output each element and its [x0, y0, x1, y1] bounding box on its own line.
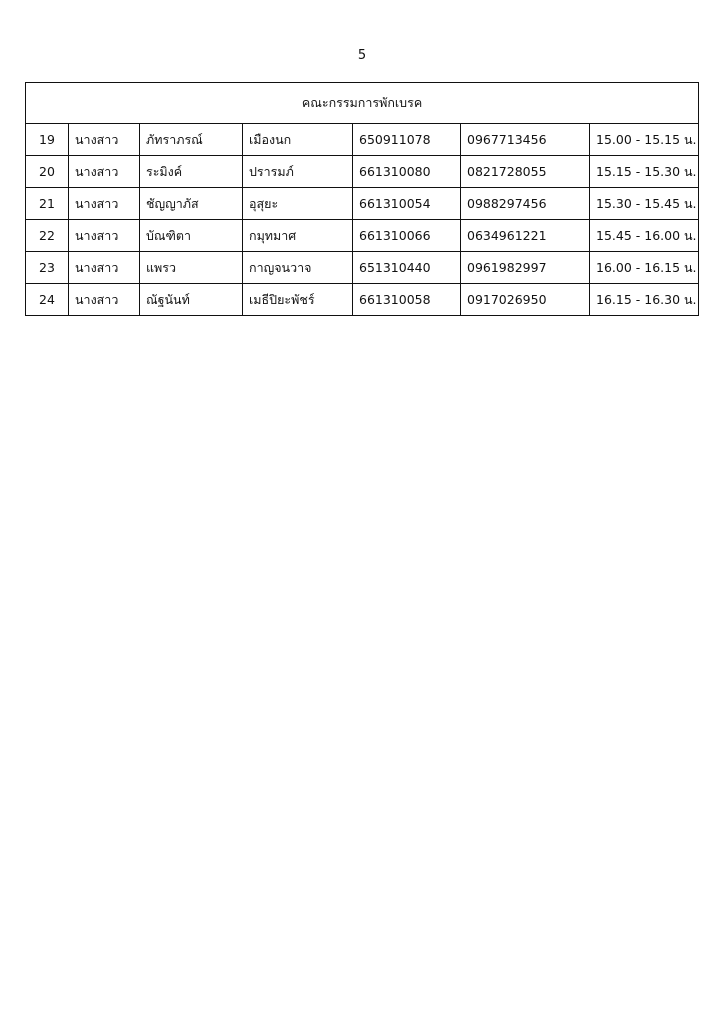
student-id: 661310066	[353, 220, 461, 252]
row-number: 23	[26, 252, 69, 284]
first-name: ชัญญาภัส	[140, 188, 243, 220]
first-name: บัณฑิตา	[140, 220, 243, 252]
row-number: 22	[26, 220, 69, 252]
first-name: ณัฐนันท์	[140, 284, 243, 316]
first-name: ระมิงค์	[140, 156, 243, 188]
name-prefix: นางสาว	[69, 156, 140, 188]
student-id: 661310080	[353, 156, 461, 188]
time-slot: 15.45 - 16.00 น.	[590, 220, 699, 252]
name-prefix: นางสาว	[69, 188, 140, 220]
time-slot: 16.00 - 16.15 น.	[590, 252, 699, 284]
phone-number: 0961982997	[461, 252, 590, 284]
name-prefix: นางสาว	[69, 124, 140, 156]
table-row	[26, 220, 699, 252]
name-prefix: นางสาว	[69, 220, 140, 252]
first-name: แพรว	[140, 252, 243, 284]
phone-number: 0917026950	[461, 284, 590, 316]
row-number: 19	[26, 124, 69, 156]
row-number: 21	[26, 188, 69, 220]
student-id: 661310058	[353, 284, 461, 316]
table-row	[26, 284, 699, 316]
row-number: 20	[26, 156, 69, 188]
phone-number: 0821728055	[461, 156, 590, 188]
last-name: กมุทมาศ	[243, 220, 353, 252]
last-name: กาญจนวาจ	[243, 252, 353, 284]
name-prefix: นางสาว	[69, 284, 140, 316]
table-row	[26, 156, 699, 188]
student-id: 651310440	[353, 252, 461, 284]
table-title-row	[26, 83, 699, 124]
student-id: 661310054	[353, 188, 461, 220]
phone-number: 0967713456	[461, 124, 590, 156]
table-row	[26, 124, 699, 156]
last-name: เมืองนก	[243, 124, 353, 156]
page-number: 5	[357, 48, 367, 63]
time-slot: 16.15 - 16.30 น.	[590, 284, 699, 316]
name-prefix: นางสาว	[69, 252, 140, 284]
break-committee-table	[25, 82, 699, 316]
phone-number: 0634961221	[461, 220, 590, 252]
table-row	[26, 188, 699, 220]
phone-number: 0988297456	[461, 188, 590, 220]
row-number: 24	[26, 284, 69, 316]
time-slot: 15.00 - 15.15 น.	[590, 124, 699, 156]
last-name: อุสุยะ	[243, 188, 353, 220]
time-slot: 15.30 - 15.45 น.	[590, 188, 699, 220]
first-name: ภัทราภรณ์	[140, 124, 243, 156]
time-slot: 15.15 - 15.30 น.	[590, 156, 699, 188]
last-name: ปรารมภ์	[243, 156, 353, 188]
last-name: เมธีปิยะพัชร์	[243, 284, 353, 316]
table-row	[26, 252, 699, 284]
table-title: คณะกรรมการพักเบรค	[26, 83, 699, 124]
student-id: 650911078	[353, 124, 461, 156]
